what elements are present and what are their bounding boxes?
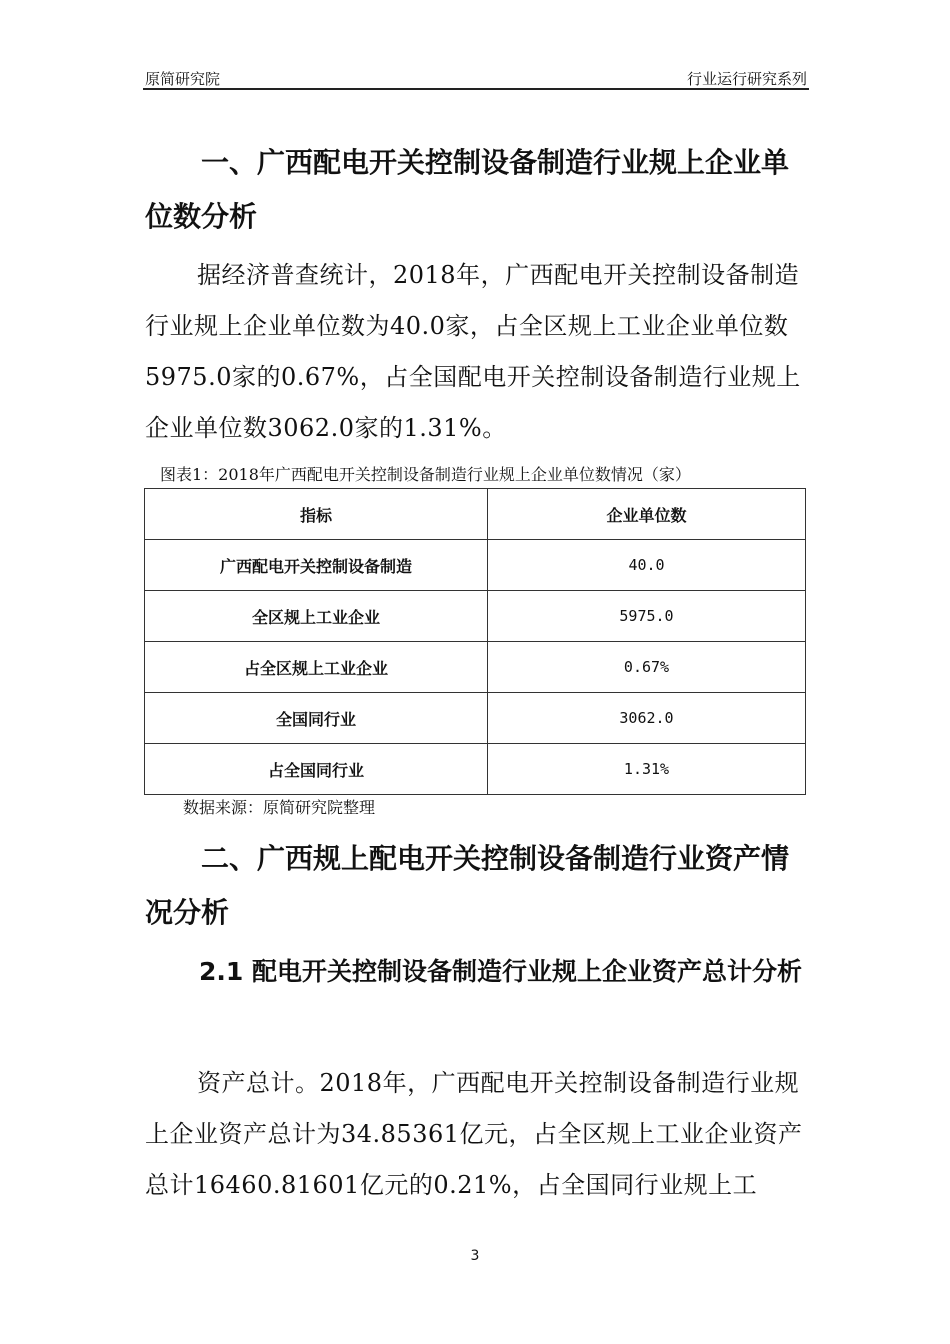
data-source-note: 数据来源：原简研究院整理 [183,798,376,817]
section2-title: 二、广西规上配电开关控制设备制造行业资产情况分析 [145,842,790,929]
row-value: 0.67% [488,642,806,693]
section2-subtitle: 2.1 配电开关控制设备制造行业规上企业资产总计分析 [199,957,802,986]
row-value: 1.31% [488,744,806,795]
header-series: 行业运行研究系列 [686,70,807,88]
header-publisher: 原简研究院 [145,70,221,88]
table-header-row [145,489,806,540]
row-label: 全区规上工业企业 [145,591,488,642]
row-value: 40.0 [488,540,806,591]
table-row [145,744,806,795]
page-header [145,68,807,90]
header-count: 企业单位数 [488,489,806,540]
page-number: 3 [470,1248,480,1264]
section1-paragraph: 据经济普查统计，2018年，广西配电开关控制设备制造行业规上企业单位数为40.0家，占全区规上工业企业单位数5975.0家的0.67%，占全国配电开关控制设备制造行业规上企业单位数3062.0家的1.31%。 [145,261,801,442]
table-row [145,693,806,744]
table-caption: 图表1：2018年广西配电开关控制设备制造行业规上企业单位数情况（家） [160,465,691,484]
header-divider [143,88,809,90]
row-label: 全国同行业 [145,693,488,744]
row-value: 3062.0 [488,693,806,744]
row-label: 广西配电开关控制设备制造 [145,540,488,591]
table-row [145,642,806,693]
section1-title: 一、广西配电开关控制设备制造行业规上企业单位数分析 [145,146,790,233]
row-value: 5975.0 [488,591,806,642]
section2-paragraph: 资产总计。2018年，广西配电开关控制设备制造行业规上企业资产总计为34.85361亿元，占全区规上工业企业资产总计16460.81601亿元的0.21%，占全国同行业规上工 [145,1069,803,1199]
row-label: 占全区规上工业企业 [145,642,488,693]
table-row [145,591,806,642]
row-label: 占全国同行业 [145,744,488,795]
enterprise-count-table [144,488,806,795]
header-indicator: 指标 [145,489,488,540]
table-row [145,540,806,591]
